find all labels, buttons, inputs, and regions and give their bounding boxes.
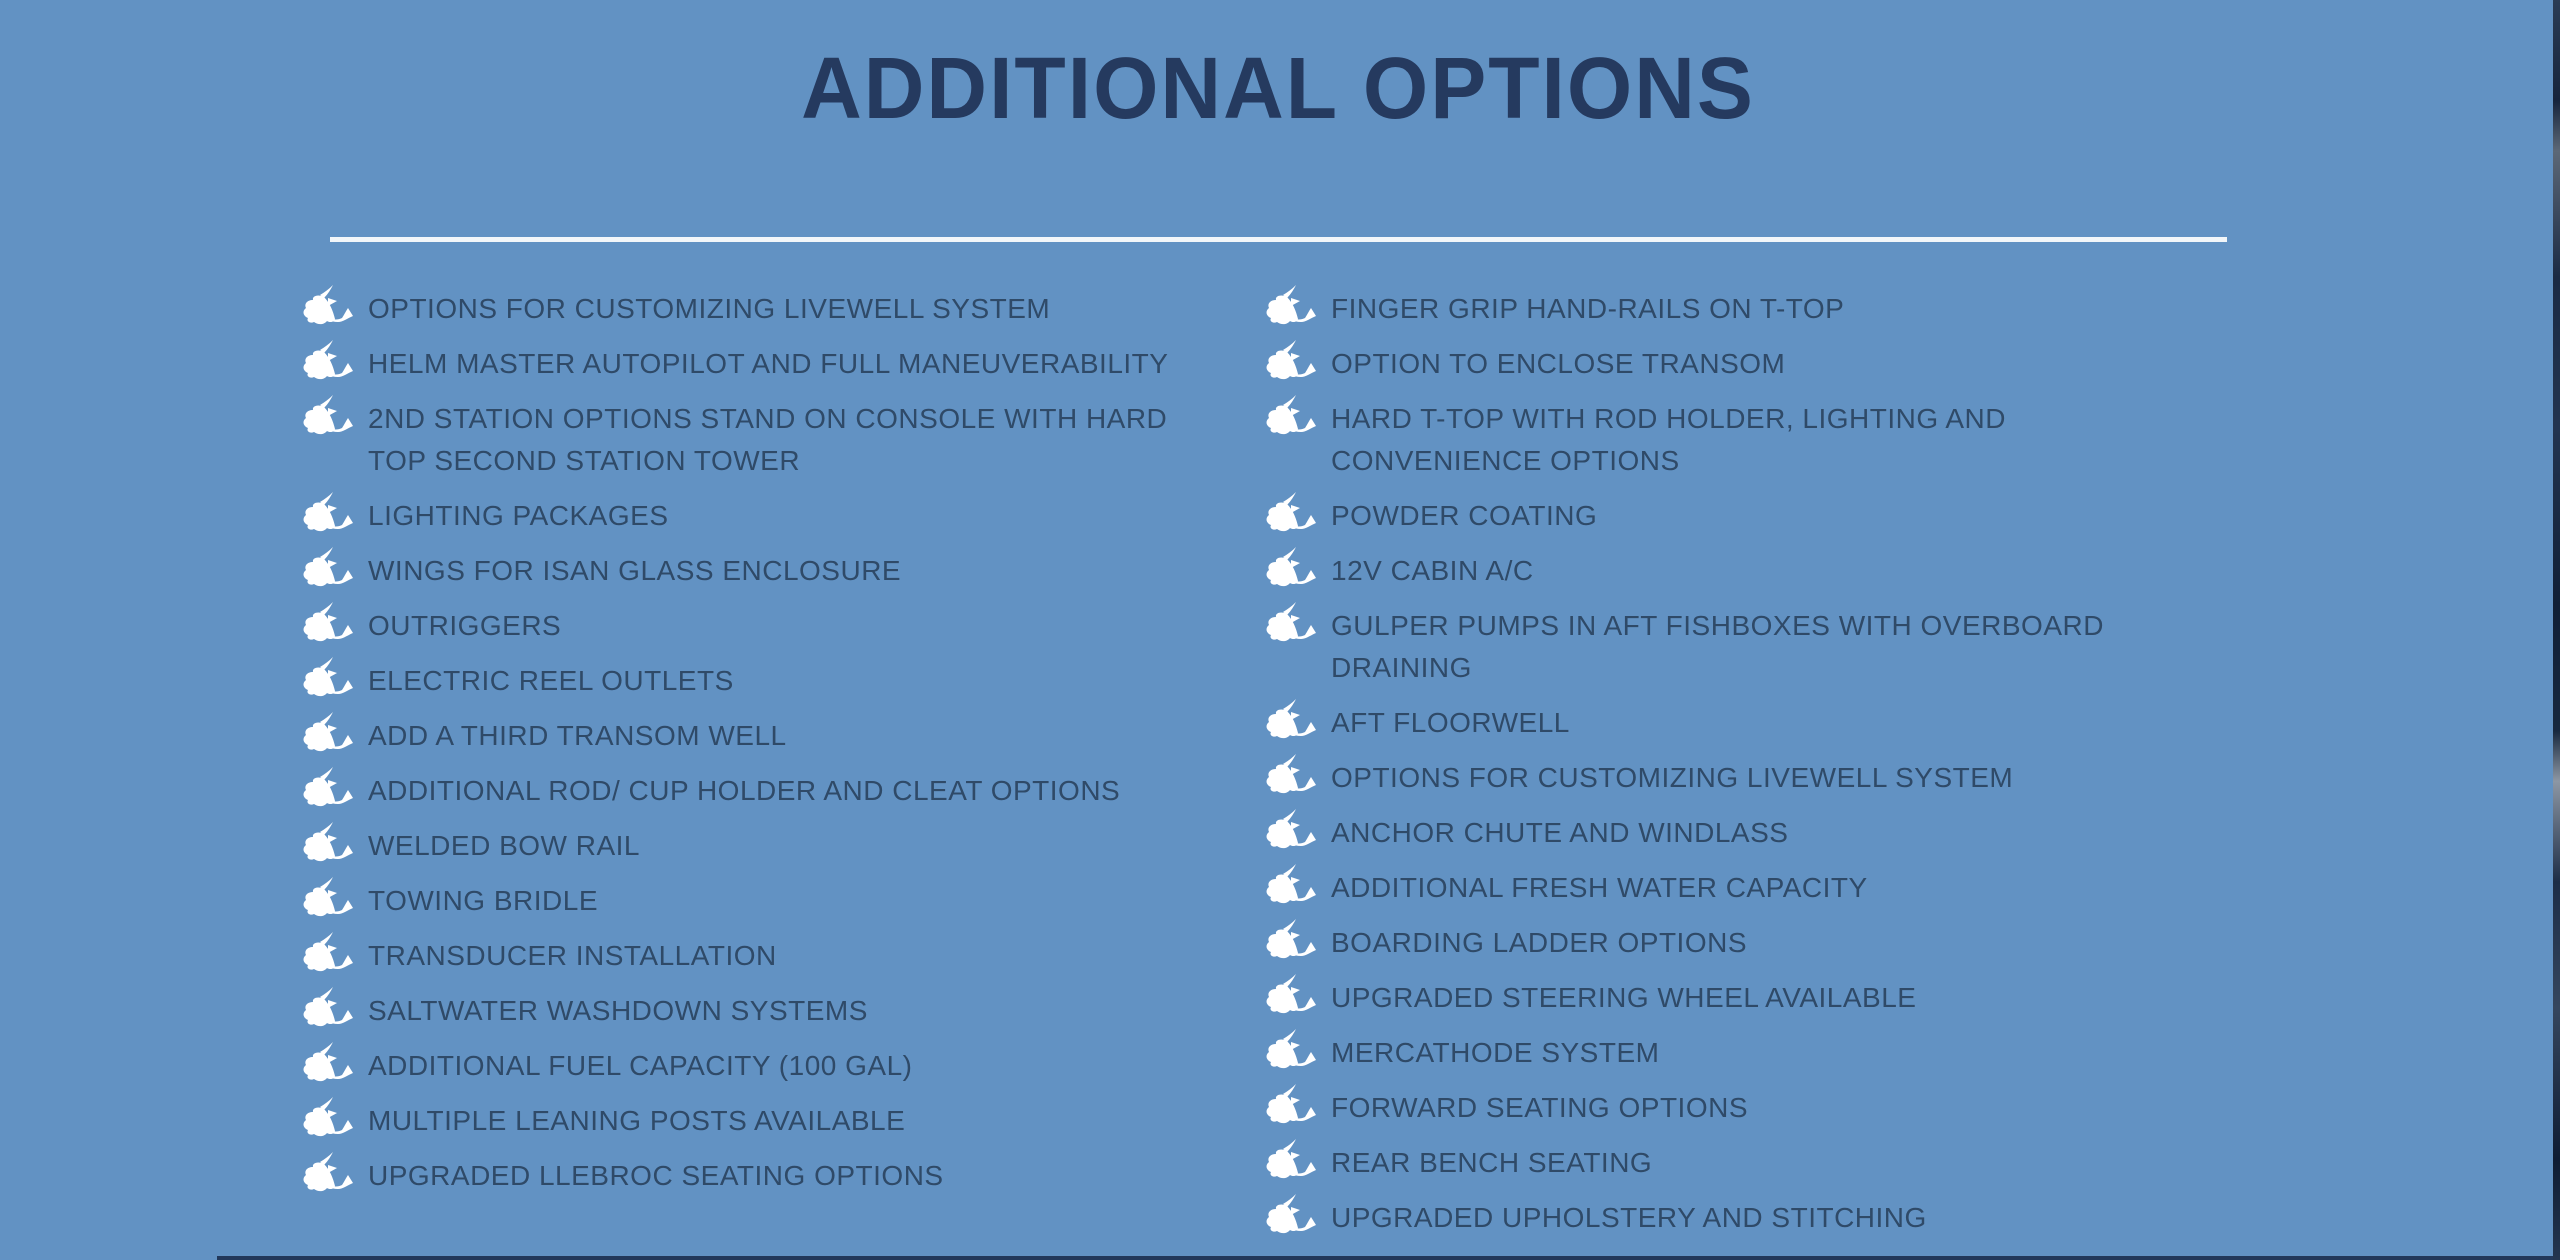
marlin-icon (1263, 919, 1321, 963)
marlin-icon (300, 1097, 358, 1141)
list-item (300, 990, 1180, 1032)
list-item (300, 550, 1180, 592)
list-item-label: ELECTRIC REEL OUTLETS (368, 665, 734, 696)
list-item (300, 288, 1180, 330)
marlin-icon (300, 1152, 358, 1196)
list-item (300, 1155, 1180, 1197)
list-item (1263, 398, 2193, 482)
title-divider (330, 237, 2227, 242)
options-list-left (300, 288, 1180, 1210)
marlin-icon (1263, 285, 1321, 329)
marlin-icon (300, 657, 358, 701)
list-item-label: MERCATHODE SYSTEM (1331, 1037, 1660, 1068)
list-item (1263, 922, 2193, 964)
list-item-label: POWDER COATING (1331, 500, 1598, 531)
marlin-icon (300, 1042, 358, 1086)
marlin-icon (1263, 602, 1321, 646)
marlin-icon (300, 285, 358, 329)
right-edge-strip (2553, 0, 2560, 1260)
marlin-icon (1263, 340, 1321, 384)
marlin-icon (300, 340, 358, 384)
marlin-icon (1263, 395, 1321, 439)
list-item (300, 398, 1180, 482)
list-item-label: ADDITIONAL ROD/ CUP HOLDER AND CLEAT OPTIONS (368, 775, 1121, 806)
marlin-icon (300, 932, 358, 976)
marlin-icon (1263, 974, 1321, 1018)
marlin-icon (1263, 699, 1321, 743)
list-item-label: UPGRADED LLEBROC SEATING OPTIONS (368, 1160, 944, 1191)
list-item-label: WELDED BOW RAIL (368, 830, 640, 861)
list-item (300, 825, 1180, 867)
options-list-right (1263, 288, 2193, 1252)
marlin-icon (300, 602, 358, 646)
list-item-label: FORWARD SEATING OPTIONS (1331, 1092, 1749, 1123)
list-item-label: AFT FLOORWELL (1331, 707, 1570, 738)
list-item (300, 1100, 1180, 1142)
list-item-label: GULPER PUMPS IN AFT FISHBOXES WITH OVERBOARD DRAINING (1331, 610, 2104, 683)
marlin-icon (1263, 1084, 1321, 1128)
list-item-label: ANCHOR CHUTE AND WINDLASS (1331, 817, 1789, 848)
list-item-label: ADDITIONAL FRESH WATER CAPACITY (1331, 872, 1868, 903)
list-item-label: FINGER GRIP HAND-RAILS ON T-TOP (1331, 293, 1845, 324)
marlin-icon (1263, 864, 1321, 908)
list-item-label: LIGHTING PACKAGES (368, 500, 669, 531)
list-item (1263, 343, 2193, 385)
list-item-label: OPTIONS FOR CUSTOMIZING LIVEWELL SYSTEM (368, 293, 1051, 324)
list-item (300, 715, 1180, 757)
list-item-label: ADD A THIRD TRANSOM WELL (368, 720, 787, 751)
list-item-label: UPGRADED STEERING WHEEL AVAILABLE (1331, 982, 1917, 1013)
list-item (1263, 702, 2193, 744)
page-title: ADDITIONAL OPTIONS (801, 39, 1755, 137)
list-item-label: MULTIPLE LEANING POSTS AVAILABLE (368, 1105, 906, 1136)
marlin-icon (300, 712, 358, 756)
list-item-label: WINGS FOR ISAN GLASS ENCLOSURE (368, 555, 902, 586)
marlin-icon (1263, 1139, 1321, 1183)
list-item-label: OUTRIGGERS (368, 610, 562, 641)
list-item-label: HARD T-TOP WITH ROD HOLDER, LIGHTING AND CONVENIENCE OPTIONS (1331, 403, 2006, 476)
list-item-label: TRANSDUCER INSTALLATION (368, 940, 777, 971)
marlin-icon (300, 767, 358, 811)
list-item (1263, 812, 2193, 854)
list-item-label: OPTIONS FOR CUSTOMIZING LIVEWELL SYSTEM (1331, 762, 2014, 793)
list-item (1263, 495, 2193, 537)
list-item-label: OPTION TO ENCLOSE TRANSOM (1331, 348, 1786, 379)
list-item-label: UPGRADED UPHOLSTERY AND STITCHING (1331, 1202, 1927, 1233)
list-item (1263, 977, 2193, 1019)
marlin-icon (300, 822, 358, 866)
list-item-label: ADDITIONAL FUEL CAPACITY (100 GAL) (368, 1050, 913, 1081)
list-item (1263, 1032, 2193, 1074)
marlin-icon (300, 877, 358, 921)
marlin-icon (1263, 754, 1321, 798)
marlin-icon (1263, 492, 1321, 536)
list-item (300, 495, 1180, 537)
list-item (1263, 605, 2193, 689)
list-item (1263, 1142, 2193, 1184)
list-item (1263, 867, 2193, 909)
list-item (300, 770, 1180, 812)
list-item-label: 12V CABIN A/C (1331, 555, 1534, 586)
marlin-icon (1263, 1194, 1321, 1238)
list-item (1263, 757, 2193, 799)
list-item (300, 343, 1180, 385)
marlin-icon (300, 987, 358, 1031)
marlin-icon (300, 395, 358, 439)
marlin-icon (300, 492, 358, 536)
list-item-label: HELM MASTER AUTOPILOT AND FULL MANEUVERABILITY (368, 348, 1169, 379)
bottom-edge-strip (217, 1256, 2553, 1260)
list-item (1263, 1197, 2193, 1239)
list-item (300, 660, 1180, 702)
list-item (300, 605, 1180, 647)
list-item (300, 880, 1180, 922)
list-item (1263, 550, 2193, 592)
list-item-label: 2ND STATION OPTIONS STAND ON CONSOLE WITH HARD TOP SECOND STATION TOWER (368, 403, 1168, 476)
list-item-label: BOARDING LADDER OPTIONS (1331, 927, 1748, 958)
marlin-icon (300, 547, 358, 591)
marlin-icon (1263, 547, 1321, 591)
marlin-icon (1263, 1029, 1321, 1073)
list-item-label: SALTWATER WASHDOWN SYSTEMS (368, 995, 868, 1026)
list-item (1263, 288, 2193, 330)
list-item (300, 1045, 1180, 1087)
list-item-label: REAR BENCH SEATING (1331, 1147, 1653, 1178)
list-item-label: TOWING BRIDLE (368, 885, 599, 916)
list-item (300, 935, 1180, 977)
list-item (1263, 1087, 2193, 1129)
marlin-icon (1263, 809, 1321, 853)
